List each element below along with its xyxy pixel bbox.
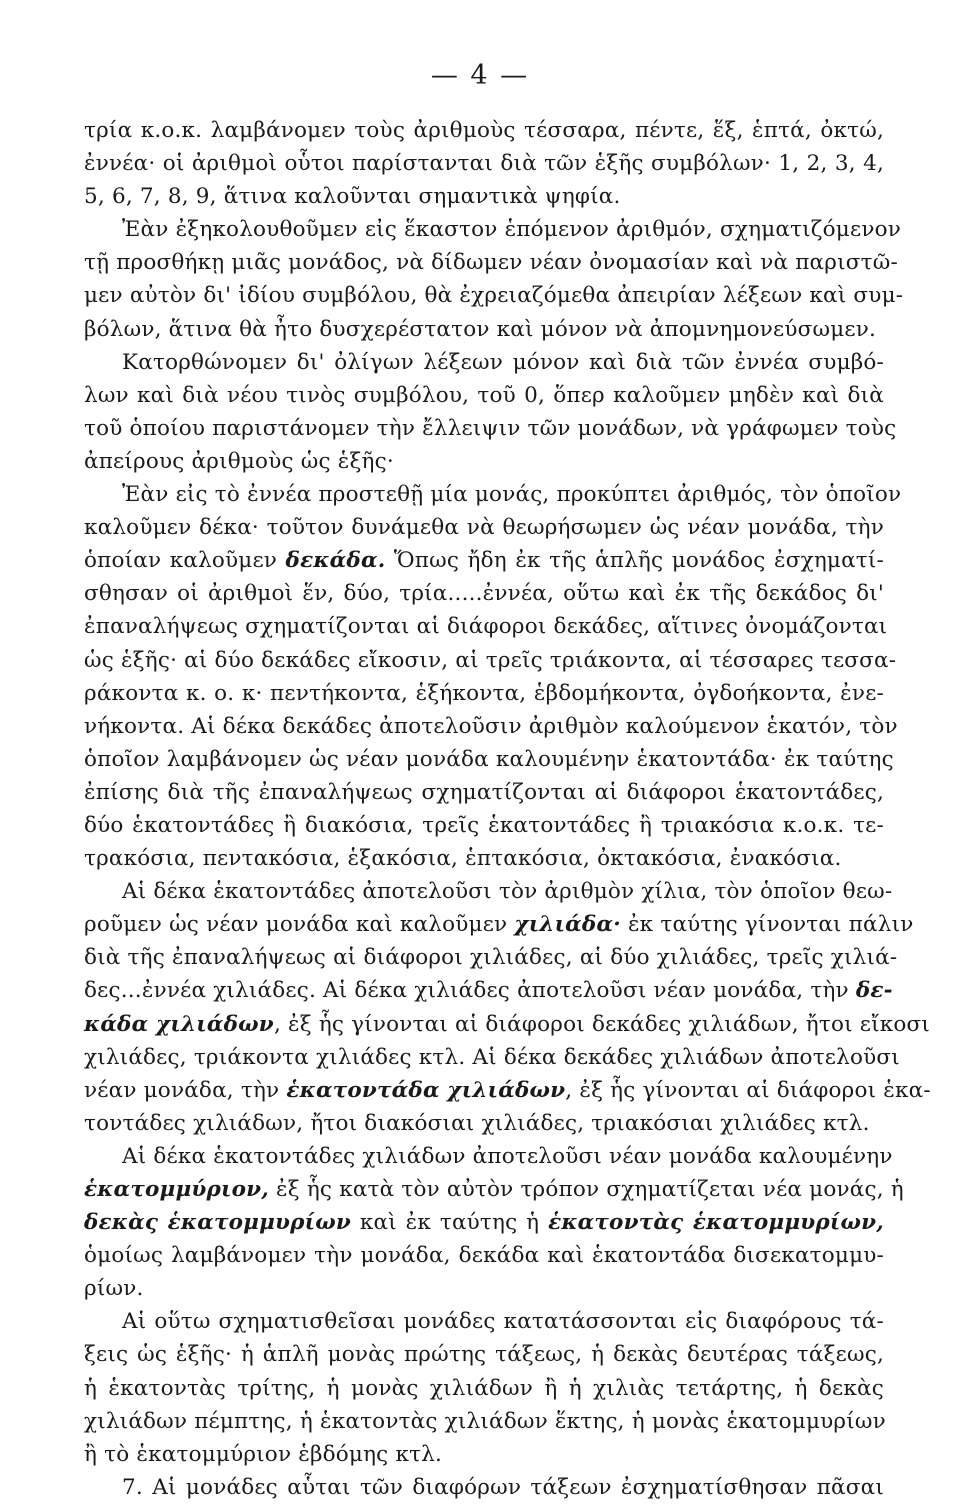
text-line bbox=[84, 1239, 884, 1272]
text-segment: ὁποίαν καλοῦμεν bbox=[84, 548, 286, 574]
text-segment: ἡ ἑκατοντὰς τρίτης, ἡ μονὰς χιλιάδων ἢ ἡ χιλιὰς τετάρτης, ἡ δεκὰς bbox=[84, 1375, 884, 1401]
bold-term: κάδα χιλιάδων bbox=[84, 1011, 274, 1037]
text-line bbox=[84, 246, 898, 279]
bold-term: δεκάδα. bbox=[285, 548, 386, 574]
text-segment: τῇ προσθήκῃ μιᾶς μονάδος, νὰ δίδωμεν νέαν ὀνομασίαν καὶ νὰ παριστῶ- bbox=[84, 250, 898, 276]
text-segment: ράκοντα κ. ο. κ· πεντήκοντα, ἑξήκοντα, ἑβδομήκοντα, ὀγδοήκοντα, ἐνε- bbox=[84, 680, 884, 706]
text-line bbox=[84, 1372, 884, 1405]
text-segment: λων καὶ διὰ νέου τινὸς συμβόλου, τοῦ 0, ὅπερ καλοῦμεν μηδὲν καὶ διὰ bbox=[84, 382, 884, 408]
text-segment: ροῦμεν ὡς νέαν μονάδα καὶ καλοῦμεν bbox=[84, 912, 515, 938]
text-line bbox=[84, 1173, 904, 1206]
text-line bbox=[84, 908, 914, 941]
bold-term: ἑκατοντὰς ἑκατομμυρίων, bbox=[548, 1210, 884, 1236]
text-line bbox=[84, 577, 884, 610]
text-line bbox=[84, 974, 893, 1007]
text-segment: ἐπίσης διὰ τῆς ἐπαναλήψεως σχηματίζονται αἱ διάφοροι ἑκατοντάδες, bbox=[84, 779, 884, 805]
text-line bbox=[84, 1471, 884, 1504]
text-segment: νήκοντα. Αἱ δέκα δεκάδες ἀποτελοῦσιν ἀριθμὸν καλούμενον ἑκατόν, τὸν bbox=[84, 713, 898, 739]
body-text bbox=[84, 114, 931, 1504]
text-line bbox=[84, 412, 897, 445]
text-line bbox=[84, 610, 888, 643]
text-segment: τρακόσια, πεντακόσια, ἑξακόσια, ἑπτακόσια, ὀκτακόσια, ἐνακόσια. bbox=[84, 846, 842, 872]
text-segment: Αἱ δέκα ἑκατοντάδες ἀποτελοῦσι τὸν ἀριθμὸν χίλια, τὸν ὁποῖον θεω- bbox=[122, 879, 893, 905]
text-line bbox=[84, 809, 884, 842]
text-segment: , ἐξ ἧς γίνονται αἱ διάφοροι ἑκα- bbox=[565, 1077, 931, 1103]
text-line bbox=[84, 710, 898, 743]
bold-term: δε- bbox=[855, 978, 893, 1004]
text-segment: δες...ἐννέα χιλιάδες. Αἱ δέκα χιλιάδες ἀποτελοῦσι νέαν μονάδα, τὴν bbox=[84, 978, 856, 1004]
page-number: — 4 — bbox=[430, 60, 530, 91]
text-segment: καὶ ἐκ ταύτης ἡ bbox=[351, 1210, 549, 1236]
text-segment: σθησαν οἱ ἀριθμοὶ ἕν, δύο, τρία.....ἐννέα, οὕτω καὶ ἐκ τῆς δεκάδος δι' bbox=[84, 581, 884, 607]
text-segment: Κατορθώνομεν δι' ὀλίγων λέξεων μόνον καὶ διὰ τῶν ἐννέα συμβό- bbox=[122, 349, 884, 375]
text-segment: 7. Αἱ μονάδες αὗται τῶν διαφόρων τάξεων ἐσχηματίσθησαν πᾶσαι bbox=[122, 1474, 884, 1500]
text-line bbox=[84, 644, 897, 677]
text-line bbox=[84, 544, 884, 577]
text-segment: μεν αὐτὸν δι' ἰδίου συμβόλου, θὰ ἐχρειαζόμεθα ἀπειρίαν λέξεων καὶ συμ- bbox=[84, 283, 904, 309]
text-segment: ἐκ ταύτης γίνονται πάλιν bbox=[620, 912, 914, 938]
text-line bbox=[84, 1041, 900, 1074]
text-line bbox=[84, 875, 893, 908]
text-segment: τοῦ ὁποίου παριστάνομεν τὴν ἔλλειψιν τῶν μονάδων, νὰ γράφωμεν τοὺς bbox=[84, 415, 897, 441]
text-line bbox=[84, 1405, 884, 1438]
text-segment: ἐξ ἧς κατὰ τὸν αὐτὸν τρόπον σχηματίζεται νέα μονάς, ἡ bbox=[268, 1177, 904, 1202]
text-line bbox=[84, 180, 884, 213]
text-line bbox=[84, 677, 884, 710]
bold-term: ἑκατομμύριον, bbox=[84, 1177, 269, 1202]
text-line bbox=[84, 346, 884, 379]
text-segment: δύο ἑκατοντάδες ἢ διακόσια, τρεῖς ἑκατοντάδες ἢ τριακόσια κ.ο.κ. τε- bbox=[84, 812, 884, 838]
text-segment: , ἐξ ἧς γίνονται αἱ διάφοροι δεκάδες χιλιάδων, ἤτοι εἴκοσι bbox=[273, 1011, 931, 1037]
text-line bbox=[84, 1008, 931, 1041]
text-line bbox=[84, 445, 884, 478]
text-segment: Ἐὰν ἐξηκολουθοῦμεν εἰς ἕκαστον ἑπόμενον ἀριθμόν, σχηματιζόμενον bbox=[122, 217, 901, 243]
text-segment: ὁμοίως λαμβάνομεν τὴν μονάδα, δεκάδα καὶ ἑκατοντάδα δισεκατομμυ- bbox=[84, 1243, 884, 1269]
text-segment: ρίων. bbox=[84, 1276, 144, 1302]
text-line bbox=[84, 213, 901, 246]
text-line bbox=[84, 478, 902, 511]
text-segment: διὰ τῆς ἐπαναλήψεως αἱ διάφοροι χιλιάδες, αἱ δύο χιλιάδες, τρεῖς χιλιά- bbox=[84, 945, 898, 971]
text-line bbox=[84, 941, 898, 974]
text-segment: τρία κ.ο.κ. λαμβάνομεν τοὺς ἀριθμοὺς τέσσαρα, πέντε, ἕξ, ἑπτά, ὀκτώ, bbox=[84, 118, 884, 143]
text-line bbox=[84, 1107, 884, 1140]
text-segment: βόλων, ἅτινα θὰ ἦτο δυσχερέστατον καὶ μόνον νὰ ἀπομνημονεύσωμεν. bbox=[84, 316, 877, 342]
text-segment: Αἱ οὕτω σχηματισθεῖσαι μονάδες κατατάσσονται εἰς διαφόρους τά- bbox=[122, 1309, 884, 1335]
text-line bbox=[84, 313, 884, 346]
text-line bbox=[84, 1338, 884, 1371]
text-segment: ἢ τὸ ἑκατομμύριον ἑβδόμης κτλ. bbox=[84, 1441, 443, 1467]
text-segment: χιλιάδων πέμπτης, ἡ ἑκατοντὰς χιλιάδων ἕκτης, ἡ μονὰς ἑκατομμυρίων bbox=[84, 1408, 886, 1434]
text-line bbox=[84, 114, 884, 147]
text-line bbox=[84, 1438, 884, 1471]
text-segment: ἀπείρους ἀριθμοὺς ὡς ἑξῆς· bbox=[84, 448, 394, 474]
text-segment: Αἱ δέκα ἑκατοντάδες χιλιάδων ἀποτελοῦσι νέαν μονάδα καλουμένην bbox=[122, 1143, 893, 1169]
text-segment: Ἐὰν εἰς τὸ ἐννέα προστεθῇ μία μονάς, προκύπτει ἀριθμός, τὸν ὁποῖον bbox=[122, 482, 902, 508]
text-line bbox=[84, 379, 884, 412]
text-segment: ὁποῖον λαμβάνομεν ὡς νέαν μονάδα καλουμένην ἑκατοντάδα· ἐκ ταύτης bbox=[84, 746, 894, 772]
text-segment: ἐννέα· οἱ ἀριθμοὶ οὗτοι παρίστανται διὰ τῶν ἑξῆς συμβόλων· 1, 2, 3, 4, bbox=[84, 151, 884, 177]
text-line bbox=[84, 279, 904, 312]
bold-term: χιλιάδα· bbox=[514, 912, 621, 938]
text-segment: 5, 6, 7, 8, 9, ἅτινα καλοῦνται σημαντικὰ ψηφία. bbox=[84, 184, 621, 210]
text-line bbox=[84, 1272, 884, 1305]
text-line bbox=[84, 1140, 893, 1173]
text-line bbox=[84, 511, 884, 544]
text-line bbox=[84, 776, 884, 809]
text-line bbox=[84, 842, 884, 875]
text-segment: ξεις ὡς ἑξῆς· ἡ ἁπλῆ μονὰς πρώτης τάξεως, ἡ δεκὰς δευτέρας τάξεως, bbox=[84, 1342, 884, 1368]
text-segment: νέαν μονάδα, τὴν bbox=[84, 1077, 287, 1103]
text-line bbox=[84, 743, 894, 776]
text-line bbox=[84, 1206, 884, 1239]
text-line bbox=[84, 1074, 931, 1107]
bold-term: ἑκατοντάδα χιλιάδων bbox=[286, 1077, 566, 1103]
text-segment: καλοῦμεν δέκα· τοῦτον δυνάμεθα νὰ θεωρήσωμεν ὡς νέαν μονάδα, τὴν bbox=[84, 515, 884, 541]
text-segment: χιλιάδες, τριάκοντα χιλιάδες κτλ. Αἱ δέκα δεκάδες χιλιάδων ἀποτελοῦσι bbox=[84, 1044, 900, 1070]
bold-term: δεκὰς ἑκατομμυρίων bbox=[84, 1210, 352, 1236]
text-segment: Ὅπως ἤδη ἐκ τῆς ἁπλῆς μονάδος ἐσχηματί- bbox=[385, 548, 884, 574]
text-line bbox=[84, 147, 884, 180]
text-segment: ἐπαναλήψεως σχηματίζονται αἱ διάφοροι δεκάδες, αἵτινες ὀνομάζονται bbox=[84, 614, 888, 640]
text-segment: τοντάδες χιλιάδων, ἤτοι διακόσιαι χιλιάδες, τριακόσιαι χιλιάδες κτλ. bbox=[84, 1110, 870, 1136]
text-line bbox=[84, 1305, 884, 1338]
text-segment: ὡς ἑξῆς· αἱ δύο δεκάδες εἴκοσιν, αἱ τρεῖς τριάκοντα, αἱ τέσσαρες τεσσα- bbox=[84, 647, 897, 673]
